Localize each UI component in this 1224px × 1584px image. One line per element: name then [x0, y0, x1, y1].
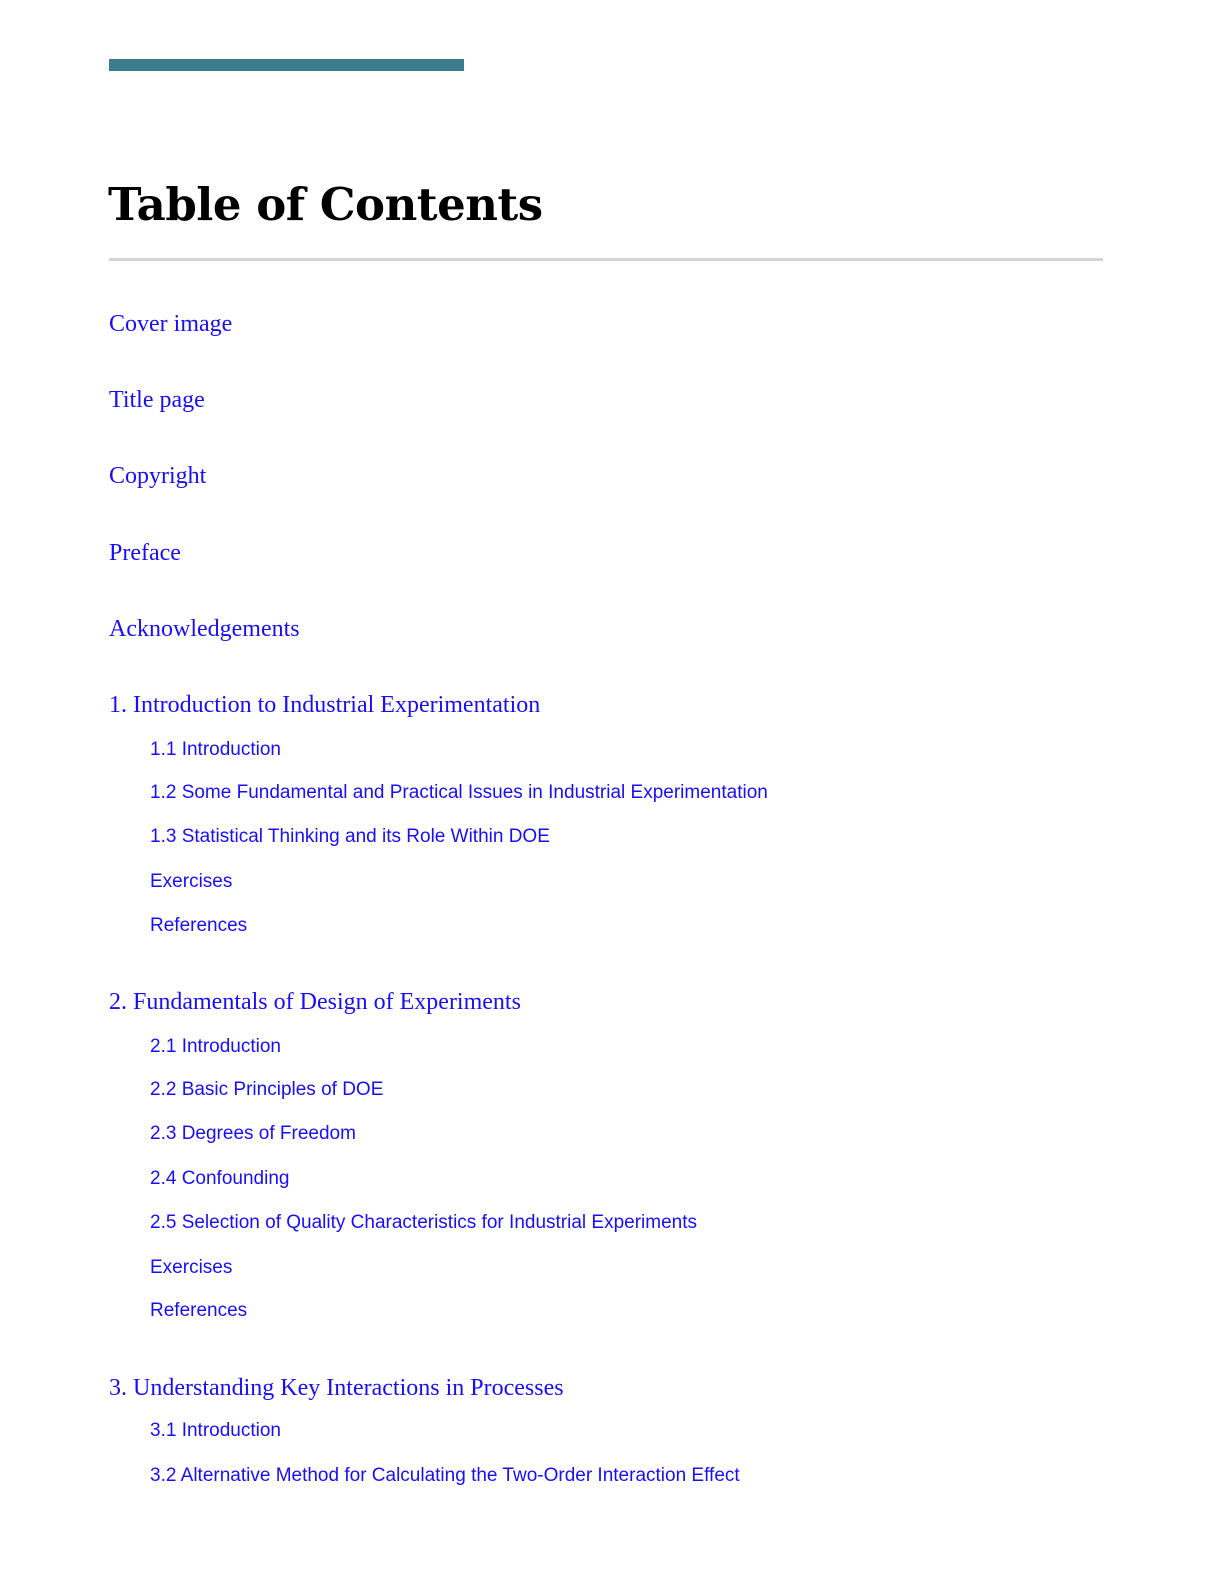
- header-accent-bar: [109, 59, 464, 71]
- toc-link-chapter-1-references[interactable]: References: [150, 915, 248, 936]
- toc-link-section-3-2[interactable]: 3.2 Alternative Method for Calculating the Two-Order Interaction Effect: [150, 1465, 740, 1486]
- toc-link-section-2-5[interactable]: 2.5 Selection of Quality Characteristics for Industrial Experiments: [150, 1212, 698, 1233]
- toc-link-chapter-2[interactable]: 2. Fundamentals of Design of Experiments: [109, 989, 521, 1015]
- toc-link-copyright[interactable]: Copyright: [109, 463, 207, 489]
- toc-link-section-2-4[interactable]: 2.4 Confounding: [150, 1168, 290, 1189]
- toc-link-cover-image[interactable]: Cover image: [109, 311, 233, 337]
- toc-link-section-2-1[interactable]: 2.1 Introduction: [150, 1036, 281, 1057]
- toc-link-section-1-3[interactable]: 1.3 Statistical Thinking and its Role Within DOE: [150, 826, 550, 847]
- toc-link-chapter-2-exercises[interactable]: Exercises: [150, 1257, 233, 1278]
- toc-link-chapter-3[interactable]: 3. Understanding Key Interactions in Processes: [109, 1375, 564, 1401]
- toc-link-section-3-1[interactable]: 3.1 Introduction: [150, 1420, 281, 1441]
- toc-link-section-2-2[interactable]: 2.2 Basic Principles of DOE: [150, 1079, 384, 1100]
- toc-link-title-page[interactable]: Title page: [109, 387, 205, 413]
- toc-link-section-1-1[interactable]: 1.1 Introduction: [150, 739, 281, 760]
- toc-link-acknowledgements[interactable]: Acknowledgements: [109, 616, 300, 642]
- toc-link-section-2-3[interactable]: 2.3 Degrees of Freedom: [150, 1123, 356, 1144]
- toc-link-chapter-1-exercises[interactable]: Exercises: [150, 871, 233, 892]
- toc-link-preface[interactable]: Preface: [109, 540, 181, 566]
- title-divider: [109, 258, 1103, 261]
- toc-link-chapter-1[interactable]: 1. Introduction to Industrial Experimentation: [109, 692, 541, 718]
- toc-link-chapter-2-references[interactable]: References: [150, 1300, 248, 1321]
- page-title: Table of Contents: [108, 178, 543, 231]
- toc-link-section-1-2[interactable]: 1.2 Some Fundamental and Practical Issues in Industrial Experimentation: [150, 782, 768, 803]
